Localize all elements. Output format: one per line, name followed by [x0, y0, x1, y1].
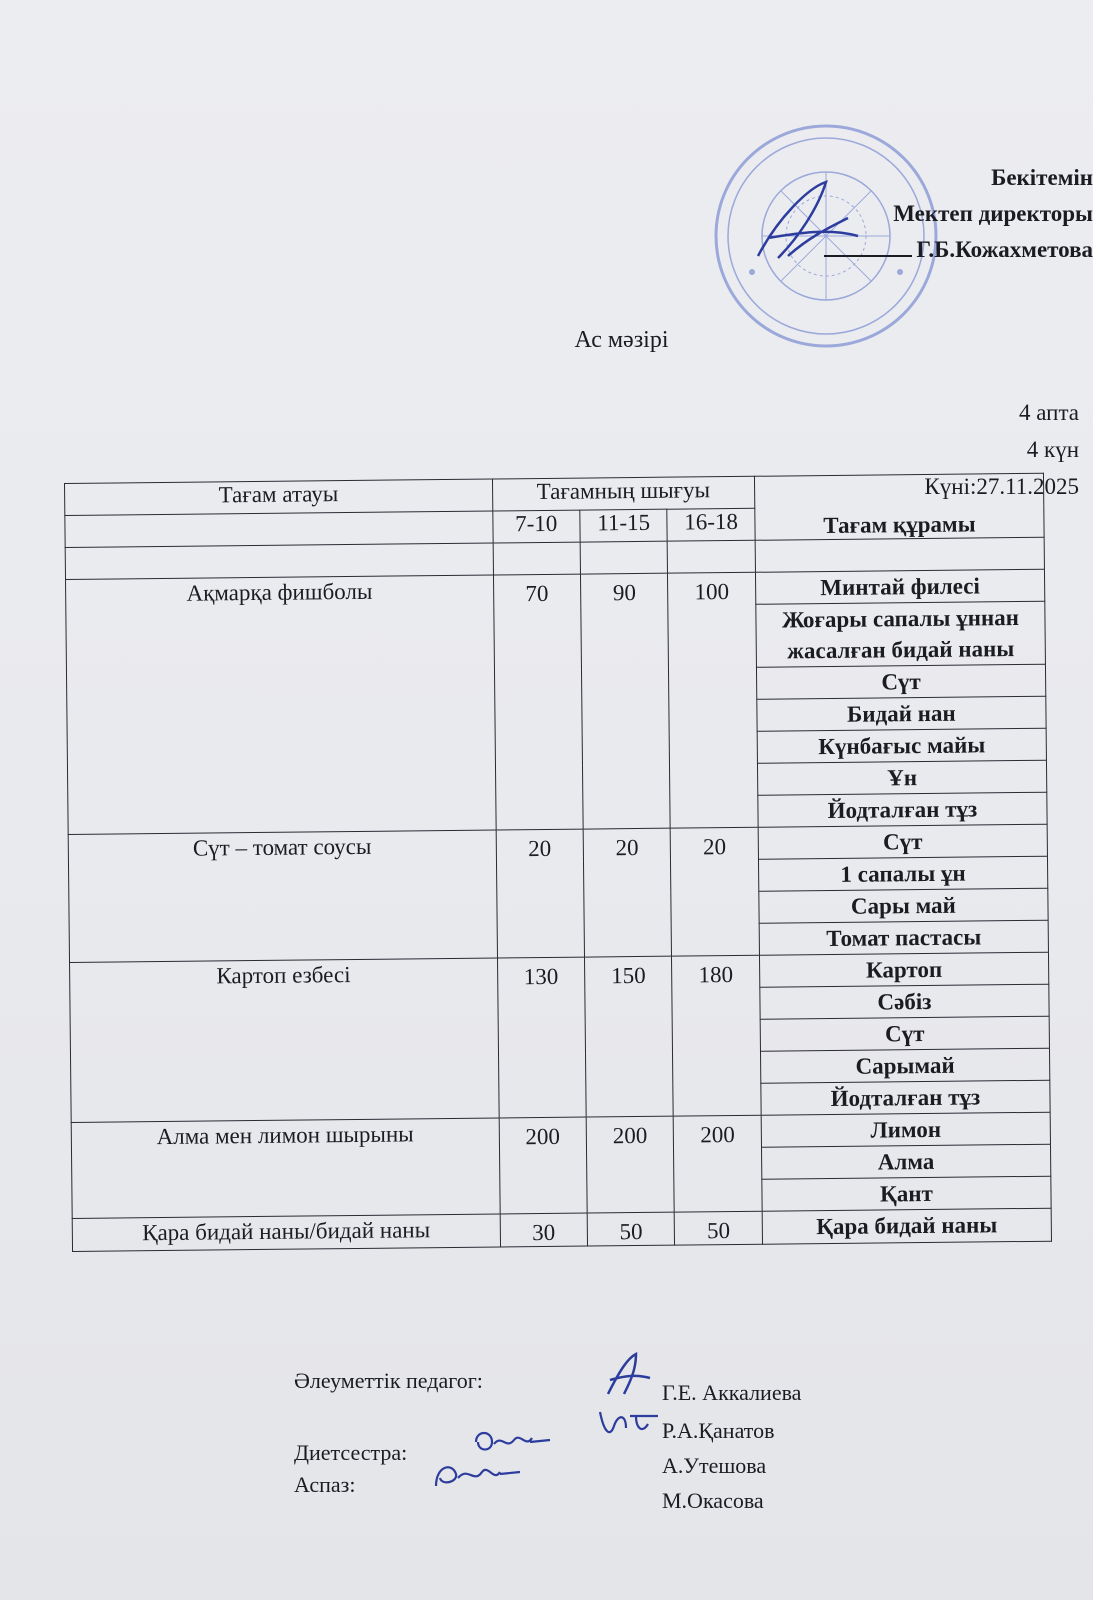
week-label: 4 апта — [1018, 400, 1079, 425]
portion-cell: 150 — [585, 956, 674, 1117]
ingredient-cell: Картоп — [759, 952, 1048, 987]
day-label: 4 күн — [1026, 437, 1079, 462]
ingredient-cell: Жоғары сапалы ұннан жасалған бидай наны — [756, 601, 1046, 667]
header-blank — [65, 543, 493, 579]
approval-block — [824, 160, 1093, 268]
ingredient-cell: Лимон — [761, 1112, 1050, 1147]
header-age-11-15: 11-15 — [580, 509, 668, 542]
portion-cell: 20 — [671, 827, 760, 956]
date-label: Күні:27.11.2025 — [924, 474, 1079, 499]
dietitian-label: Диетсестра: — [294, 1440, 408, 1465]
portion-cell: 200 — [586, 1116, 674, 1213]
ingredient-cell: Ұн — [757, 760, 1046, 795]
cook-label: Аспаз: — [294, 1472, 356, 1497]
approval-position: Мектеп директоры — [893, 201, 1093, 226]
header-age-7-10: 7-10 — [492, 510, 580, 543]
page-title: Ас мәзірі — [574, 327, 669, 353]
portion-cell: 100 — [668, 572, 758, 828]
portion-cell: 200 — [499, 1117, 587, 1214]
ingredient-cell: Алма — [761, 1144, 1050, 1179]
header-output: Тағамның шығуы — [492, 476, 755, 511]
social-pedagogue-name: Г.Е. Аккалиева — [662, 1380, 802, 1405]
menu-body — [66, 569, 1052, 1251]
ingredient-cell: Сүт — [756, 664, 1045, 699]
ingredient-cell: Йодталған тұз — [761, 1080, 1050, 1115]
ingredient-cell: Сары май — [759, 888, 1048, 923]
ingredient-cell: Күнбағыс майы — [757, 728, 1046, 763]
header-blank — [755, 537, 1044, 572]
header-blank — [668, 540, 756, 573]
menu-table — [64, 473, 1052, 1252]
ingredient-cell: Йодталған тұз — [758, 792, 1047, 827]
signature-line — [824, 235, 912, 257]
dish-name-cell: Ақмарқа фишболы — [66, 575, 496, 834]
cook-signature — [428, 1456, 524, 1494]
extra-staff-name: Р.А.Қанатов — [662, 1418, 775, 1443]
ingredient-cell: Қант — [762, 1176, 1051, 1211]
dish-name-cell: Картоп езбесі — [70, 958, 499, 1122]
ingredient-cell: Томат пастасы — [759, 920, 1048, 955]
portion-cell: 50 — [675, 1211, 763, 1245]
dietitian-name: А.Утешова — [662, 1453, 767, 1478]
ingredient-cell: Сарымай — [760, 1048, 1049, 1083]
ingredient-cell: Сәбіз — [760, 984, 1049, 1019]
ingredient-cell: Бидай нан — [757, 696, 1046, 731]
portion-cell: 30 — [500, 1213, 588, 1247]
header-blank — [65, 511, 493, 547]
portion-cell: 20 — [496, 829, 585, 958]
cook-name: М.Окасова — [662, 1488, 764, 1513]
ingredient-cell: 1 сапалы ұн — [758, 856, 1047, 891]
approval-name: Г.Б.Кожахметова — [916, 237, 1093, 262]
dish-name-cell: Алма мен лимон шырыны — [71, 1118, 500, 1218]
header-blank — [580, 541, 668, 574]
approval-signer — [824, 232, 1093, 268]
dish-name-cell: Қара бидай наны/бидай наны — [72, 1214, 500, 1251]
portion-cell: 90 — [580, 573, 670, 829]
ingredient-cell: Минтай филесі — [755, 569, 1044, 604]
dietitian-signature — [470, 1424, 554, 1458]
portion-cell: 70 — [493, 574, 583, 830]
social-pedagogue-label: Әлеуметтік педагог: — [294, 1368, 483, 1393]
portion-cell: 200 — [674, 1115, 762, 1212]
header-dish-name: Тағам атауы — [65, 479, 493, 515]
ingredient-cell: Қара бидай наны — [762, 1208, 1051, 1244]
portion-cell: 20 — [583, 828, 672, 957]
ingredient-cell: Сүт — [758, 824, 1047, 859]
portion-cell: 130 — [497, 957, 586, 1118]
portion-cell: 50 — [587, 1212, 675, 1246]
portion-cell: 180 — [672, 955, 761, 1116]
header-blank — [493, 542, 581, 575]
dish-name-cell: Сүт – томат соусы — [68, 830, 497, 962]
ingredient-cell: Сүт — [760, 1016, 1049, 1051]
approval-title: Бекітемін — [991, 165, 1093, 190]
staff-signature — [596, 1402, 662, 1442]
pedagogue-signature — [600, 1350, 660, 1400]
header-composition: Тағам құрамы — [754, 473, 1044, 540]
header-age-16-18: 16-18 — [667, 508, 755, 541]
